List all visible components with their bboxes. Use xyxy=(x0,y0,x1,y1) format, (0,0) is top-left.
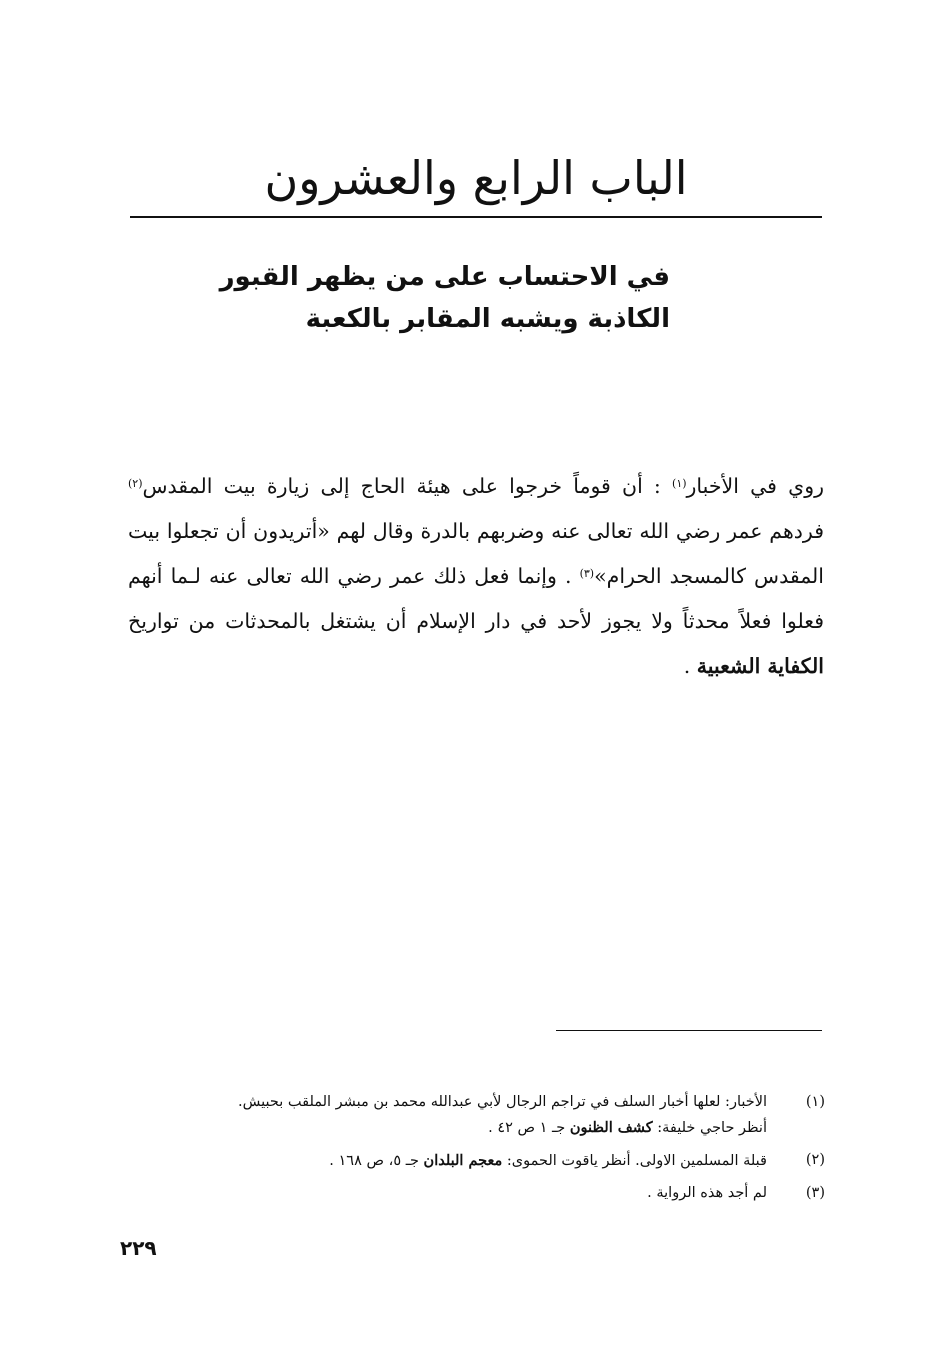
footnote-line xyxy=(120,1148,767,1174)
footnote-text-part: جـ ٥، ص ١٦٨ . xyxy=(329,1153,424,1169)
footnote-line: لم أجد هذه الرواية . xyxy=(647,1185,767,1201)
footnote-line xyxy=(120,1115,767,1141)
footnote-text-part: قبلة المسلمين الاولى. أنظر ياقوت الحموى: xyxy=(502,1153,767,1169)
footnotes xyxy=(120,1090,825,1213)
page-number: ٢٢٩ xyxy=(120,1236,157,1260)
body-paragraph xyxy=(128,464,824,689)
footnote-ref-1: (١) xyxy=(672,477,687,490)
body-text-part: فردهم عمر رضي الله تعالى عنه وضربهم بالدرة وقال لهم «أتريدون أن تجعلوا بيت المقدس كالمسجد الحرام» xyxy=(128,519,824,588)
footnote-ref-3: (٣) xyxy=(579,567,595,580)
footnote-text xyxy=(120,1148,767,1174)
footnote-line: الأخبار: لعلها أخبار السلف في تراجم الرجال لأبي عبدالله محمد بن مبشر الملقب بحبيش. xyxy=(238,1094,767,1110)
footnote-item xyxy=(120,1148,825,1174)
footnote-book-title: معجم البلدان xyxy=(423,1152,503,1169)
subtitle-line-2: الكاذبة ويشبه المقابر بالكعبة xyxy=(305,304,670,334)
body-text-bold: الكفاية الشعبية xyxy=(696,654,824,678)
chapter-subtitle xyxy=(200,256,670,340)
body-text-part: : أن قوماً خرجوا على هيئة الحاج إلى زيارة بيت المقدس xyxy=(142,474,673,498)
footnote-item xyxy=(120,1181,825,1206)
footnote-number: (٣) xyxy=(805,1185,825,1201)
footnote-text-part: جـ ١ ص ٤٢ . xyxy=(488,1120,570,1136)
footnote-number: (٢) xyxy=(805,1152,825,1168)
footnote-item xyxy=(120,1090,825,1141)
body-text-part: . xyxy=(683,654,697,678)
footnote-text xyxy=(120,1090,767,1141)
footnote-number: (١) xyxy=(805,1094,825,1110)
subtitle-line-1: في الاحتساب على من يظهر القبور xyxy=(219,262,670,292)
footnote-text-part: أنظر حاجي خليفة: xyxy=(652,1120,767,1136)
title-divider xyxy=(130,216,822,218)
footnote-text xyxy=(120,1181,767,1206)
footnote-divider xyxy=(556,1030,822,1031)
body-text-part: . وإنما فعل ذلك عمر رضي الله تعالى عنه لـما أنهم فعلوا فعلاً محدثاً ولا يجوز لأحد في دار الإسلام أن يشتغل بالمحدثات من تواريخ xyxy=(128,564,824,633)
chapter-title: الباب الرابع والعشرون xyxy=(264,151,688,205)
footnote-ref-2: (٢) xyxy=(128,477,143,490)
footnote-book-title: كشف الظنون xyxy=(569,1119,653,1136)
body-text-part: روي في الأخبار xyxy=(686,474,824,498)
